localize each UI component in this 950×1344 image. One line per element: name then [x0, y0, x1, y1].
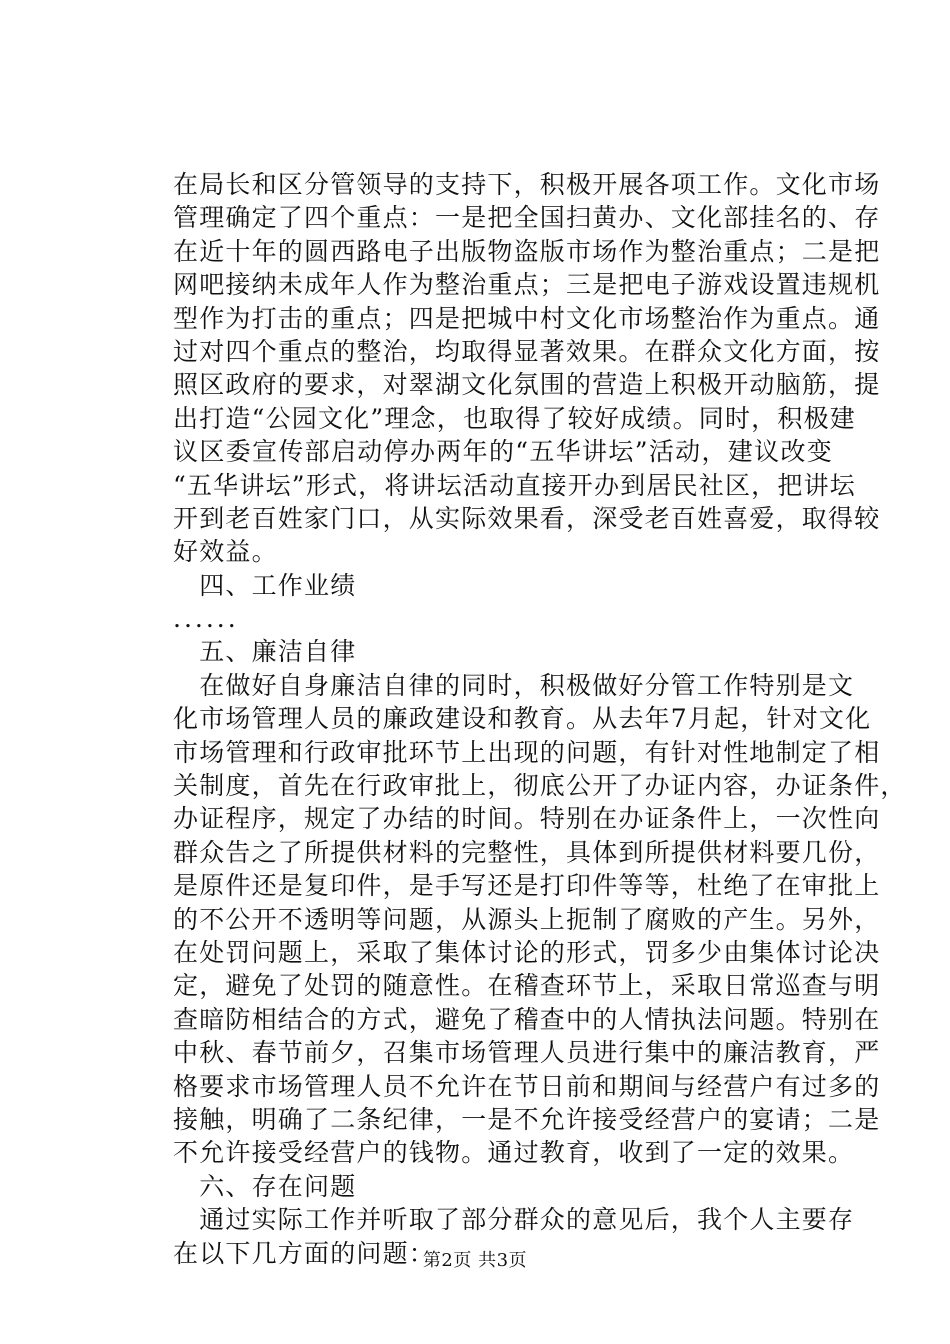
paragraph-line: 群众告之了所提供材料的完整性，具体到所提供材料要几份，	[173, 837, 881, 867]
paragraph-line: 市场管理和行政审批环节上出现的问题，有针对性地制定了相	[173, 737, 881, 767]
paragraph-line: 议区委宣传部启动停办两年的“五华讲坛”活动，建议改变	[173, 437, 833, 467]
paragraph-line: 格要求市场管理人员不允许在节日前和期间与经营户有过多的	[173, 1071, 881, 1101]
paragraph-line: 管理确定了四个重点：一是把全国扫黄办、文化部挂名的、存	[173, 203, 881, 233]
paragraph-line: 在处罚问题上，采取了集体讨论的形式，罚多少由集体讨论决	[173, 937, 881, 967]
paragraph-line: 在做好自身廉洁自律的同时，积极做好分管工作特别是文	[173, 670, 855, 700]
paragraph-line: 中秋、春节前夕，召集市场管理人员进行集中的廉洁教育，严	[173, 1038, 881, 1068]
paragraph-line: 是原件还是复印件，是手写还是打印件等等，杜绝了在审批上	[173, 871, 881, 901]
paragraph-line: 在以下几方面的问题：	[173, 1238, 436, 1268]
paragraph-line: 通过实际工作并听取了部分群众的意见后，我个人主要存	[173, 1205, 855, 1235]
paragraph-line: 在局长和区分管领导的支持下，积极开展各项工作。文化市场	[173, 170, 881, 199]
paragraph-line: “五华讲坛”形式，将讲坛活动直接开办到居民社区，把讲坛	[173, 470, 856, 500]
paragraph-line: 定，避免了处罚的随意性。在稽查环节上，采取日常巡查与明	[173, 971, 881, 1001]
section-heading-problems: 六、存在问题	[173, 1171, 357, 1201]
paragraph-line: 开到老百姓家门口，从实际效果看，深受老百姓喜爱，取得较	[173, 503, 881, 533]
paragraph-line: 化市场管理人员的廉政建设和教育。从去年7月起，针对文化	[173, 704, 872, 734]
paragraph-line: 出打造“公园文化”理念，也取得了较好成绩。同时，积极建	[173, 403, 856, 433]
paragraph-line: 型作为打击的重点；四是把城中村文化市场整治作为重点。通	[173, 303, 881, 333]
paragraph-line: 在近十年的圆西路电子出版物盗版市场作为整治重点；二是把	[173, 236, 881, 266]
paragraph-line: 查暗防相结合的方式，避免了稽查中的人情执法问题。特别在	[173, 1004, 881, 1034]
ellipsis-line: ......	[173, 604, 239, 634]
paragraph-line: 关制度，首先在行政审批上，彻底公开了办证内容，办证条件，	[173, 771, 907, 801]
paragraph-line: 网吧接纳未成年人作为整治重点；三是把电子游戏设置违规机	[173, 270, 881, 300]
document-body	[173, 168, 907, 1270]
section-heading-work-achievements: 四、工作业绩	[173, 570, 357, 600]
paragraph-line: 不允许接受经营户的钱物。通过教育，收到了一定的效果。	[173, 1138, 855, 1168]
paragraph-line: 办证程序，规定了办结的时间。特别在办证条件上，一次性向	[173, 804, 881, 834]
paragraph-line: 接触，明确了二条纪律，一是不允许接受经营户的宴请；二是	[173, 1104, 881, 1134]
paragraph-line: 照区政府的要求，对翠湖文化氛围的营造上积极开动脑筋，提	[173, 370, 881, 400]
paragraph-line: 过对四个重点的整治，均取得显著效果。在群众文化方面，按	[173, 336, 881, 366]
section-heading-integrity: 五、廉洁自律	[173, 637, 357, 667]
page-number-footer: 第2页 共3页	[422, 1250, 528, 1271]
paragraph-line: 好效益。	[173, 537, 278, 567]
paragraph-line: 的不公开不透明等问题，从源头上扼制了腐败的产生。另外，	[173, 904, 881, 934]
